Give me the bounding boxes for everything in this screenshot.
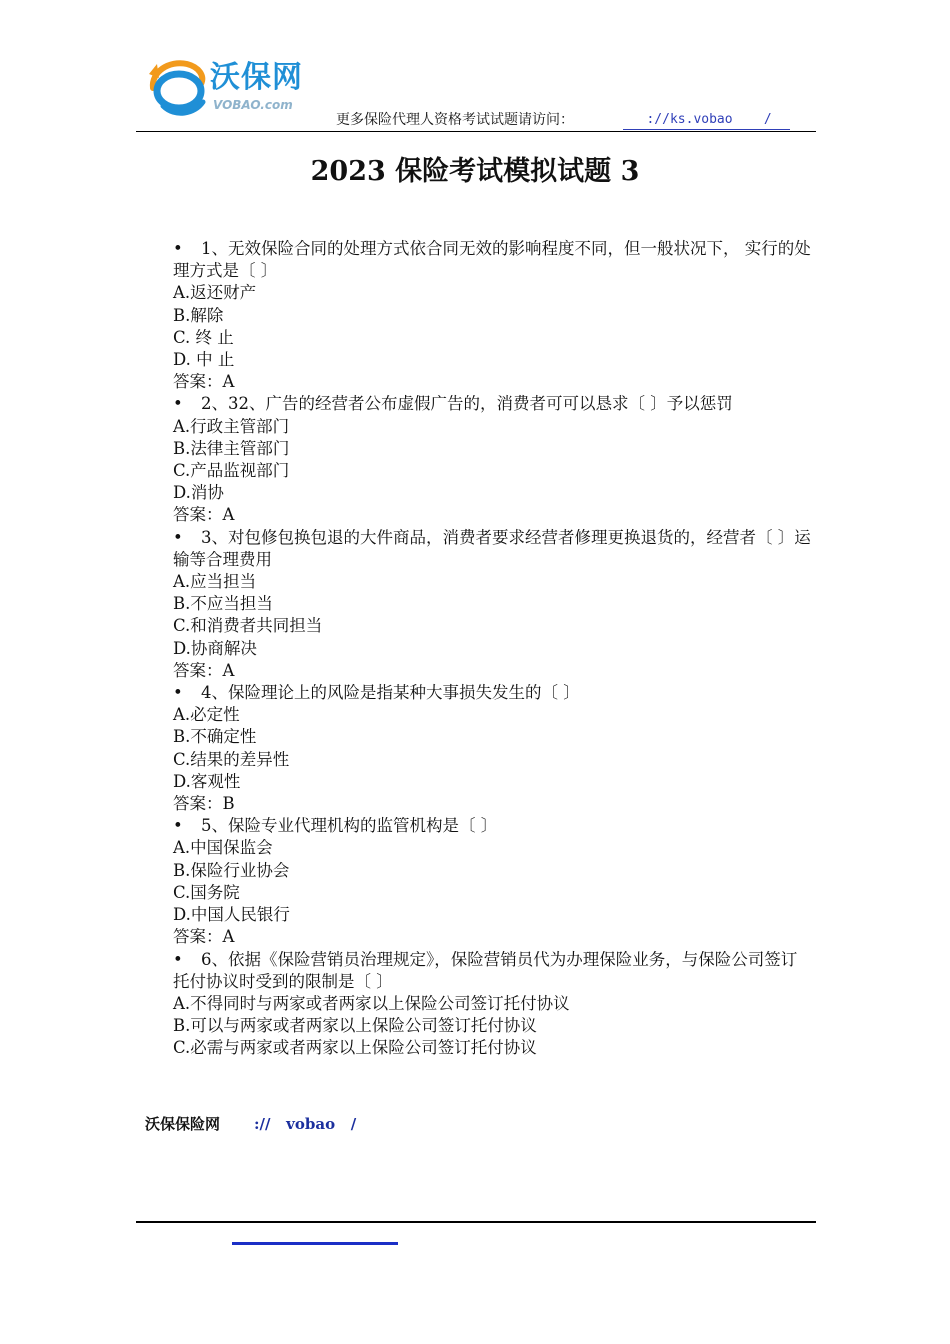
question-stem: • 5、保险专业代理机构的监管机构是〔 〕	[173, 815, 813, 837]
question-stem: • 6、依据《保险营销员治理规定》，保险营销员代为办理保险业务，与保险公司签订托付协议时受到的限制是〔 〕	[173, 949, 798, 991]
option: A.应当担当	[173, 572, 257, 592]
header-exam-link[interactable]: ://ks.vobao /	[623, 111, 790, 130]
option: B.不应当担当	[173, 594, 273, 614]
option: B.解除	[173, 305, 224, 325]
question-stem: • 3、对包修包换包退的大件商品，消费者要求经营者修理更换退货的，经营者〔 〕运输等合理费用	[173, 527, 811, 569]
option: C.必需与两家或者两家以上保险公司签订托付协议	[173, 1038, 537, 1058]
logo-domain-text: VOBAO.com	[213, 98, 293, 112]
option: A.必定性	[173, 705, 240, 725]
answer: 答案：A	[173, 660, 235, 680]
option: C.和消费者共同担当	[173, 616, 323, 636]
option: C.国务院	[173, 882, 240, 902]
option: A.返还财产	[173, 283, 257, 303]
option: A.中国保监会	[173, 838, 273, 858]
footer-accent-bar	[232, 1242, 398, 1245]
answer: 答案：B	[173, 794, 235, 814]
option: C.产品监视部门	[173, 461, 290, 481]
header-divider	[136, 131, 816, 132]
bullet-icon: •	[173, 527, 183, 547]
question-stem: • 2、32、广告的经营者公布虚假广告的，消费者可可以恳求〔 〕予以惩罚	[173, 393, 813, 415]
option: B.法律主管部门	[173, 438, 290, 458]
vobao-logo[interactable]	[145, 58, 345, 120]
question-1	[173, 238, 813, 393]
vobao-swirl-icon	[145, 58, 209, 120]
footer-divider	[136, 1221, 816, 1223]
logo-brand-text: 沃保网	[210, 60, 303, 95]
footer-brand: 沃保保险网	[145, 1115, 221, 1133]
question-3	[173, 527, 813, 682]
question-stem: • 4、保险理论上的风险是指某种大事损失发生的〔 〕	[173, 682, 813, 704]
option: C. 终 止	[173, 327, 234, 347]
header-note: 更多保险代理人资格考试试题请访问：	[336, 112, 574, 128]
option: B.保险行业协会	[173, 860, 290, 880]
option: D.消协	[173, 483, 224, 503]
option: A.行政主管部门	[173, 416, 290, 436]
answer: 答案：A	[173, 372, 235, 392]
question-6	[173, 949, 813, 1060]
page-title: 2023 保险考试模拟试题 3	[310, 156, 640, 187]
option: D.客观性	[173, 771, 241, 791]
question-stem: • 1、无效保险合同的处理方式依合同无效的影响程度不同，但一般状况下， 实行的处理方式是〔 〕	[173, 239, 811, 281]
question-5	[173, 815, 813, 948]
option: D.中国人民银行	[173, 905, 290, 925]
bullet-icon: •	[173, 683, 183, 703]
question-4	[173, 682, 813, 815]
bullet-icon: •	[173, 394, 183, 414]
bullet-icon: •	[173, 816, 183, 836]
bullet-icon: •	[173, 949, 183, 969]
footer-site-link[interactable]: :// vobao /	[254, 1115, 357, 1133]
option: C.结果的差异性	[173, 749, 290, 769]
option: A.不得同时与两家或者两家以上保险公司签订托付协议	[173, 993, 570, 1013]
option: D. 中 止	[173, 350, 235, 370]
answer: 答案：A	[173, 927, 235, 947]
answer: 答案：A	[173, 505, 235, 525]
bullet-icon: •	[173, 239, 183, 258]
question-2	[173, 393, 813, 526]
option: B.不确定性	[173, 727, 257, 747]
question-list	[173, 238, 813, 1060]
option: B.可以与两家或者两家以上保险公司签订托付协议	[173, 1016, 537, 1036]
option: D.协商解决	[173, 638, 257, 658]
